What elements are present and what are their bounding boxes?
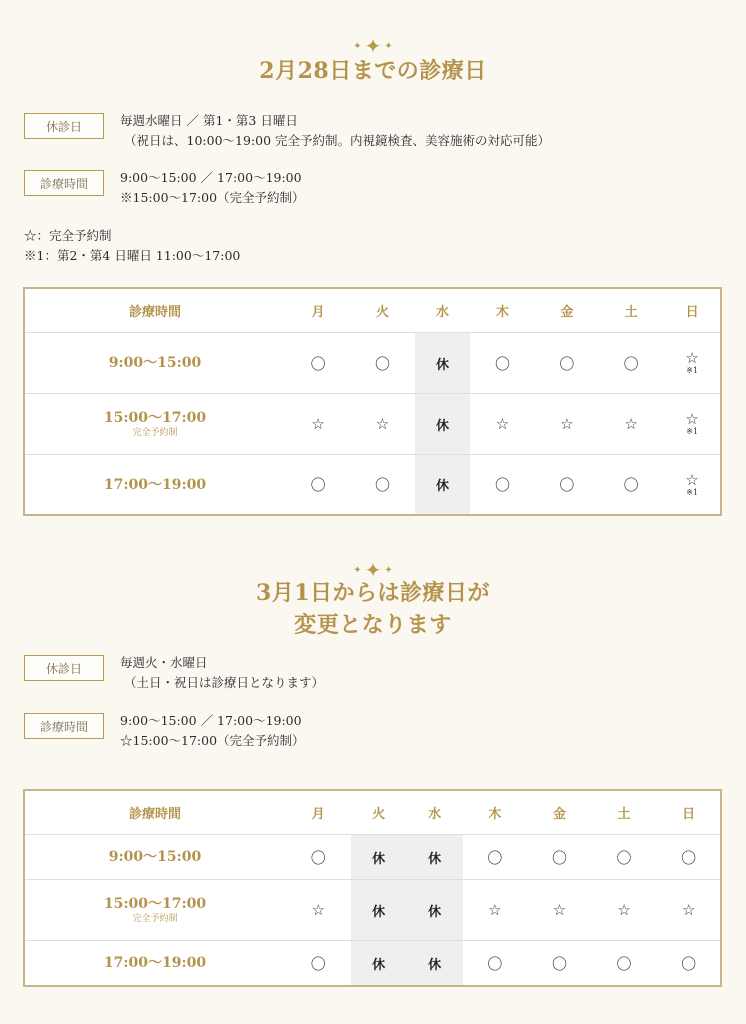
header-day: 木 xyxy=(463,790,528,835)
schedule-cell: 休 xyxy=(407,880,463,941)
closed-days-line: （祝日は、10:00〜19:00 完全予約制。内視鏡検査、美容施術の対応可能） xyxy=(124,133,551,148)
schedule-table xyxy=(24,790,721,986)
schedule-cell: 休 xyxy=(415,394,471,455)
sunday-note: ※1 xyxy=(686,487,699,497)
table-row xyxy=(24,455,721,515)
closed-days-line: 毎週火・水曜日 xyxy=(120,655,208,670)
table-row xyxy=(24,880,721,941)
table-row xyxy=(24,941,721,986)
header-day: 土 xyxy=(592,790,657,835)
row-time xyxy=(24,880,286,941)
schedule-cell: ☆ xyxy=(470,394,534,455)
header-day: 日 xyxy=(656,790,721,835)
row-time-label: 15:00〜17:00 xyxy=(103,896,207,912)
schedule-mark: ☆ xyxy=(685,410,699,428)
schedule-cell: 休 xyxy=(407,835,463,880)
table-row xyxy=(24,835,721,880)
schedule-cell: 〇 xyxy=(559,476,575,495)
header-day: 水 xyxy=(407,790,463,835)
schedule-cell: 休 xyxy=(415,333,471,394)
header-day: 木 xyxy=(470,288,534,333)
schedule-cell: ☆ xyxy=(350,394,414,455)
closed-days-line: 毎週水曜日 ／ 第1・第3 日曜日 xyxy=(120,113,298,128)
sunday-note: ※1 xyxy=(686,366,699,375)
sparkle-icon: ✦ ✦ ✦ xyxy=(353,558,393,582)
hours-text xyxy=(120,711,305,751)
schedule-cell: 〇 xyxy=(286,835,351,880)
schedule-cell: ☆ xyxy=(463,880,528,941)
schedule-mark: ☆ xyxy=(685,349,699,367)
hours-text xyxy=(120,168,305,208)
header-day: 火 xyxy=(351,790,407,835)
schedule-cell: 休 xyxy=(351,880,407,941)
table-header-row xyxy=(24,288,721,333)
section-title-line1: 3月1日からは診療日が xyxy=(255,580,491,606)
closed-days-label: 休診日 xyxy=(24,113,104,139)
schedule-cell: 休 xyxy=(415,455,471,515)
schedule-cell: 〇 xyxy=(470,333,534,394)
hours-line: 9:00〜15:00 ／ 17:00〜19:00 xyxy=(120,713,302,728)
schedule-table xyxy=(24,288,721,515)
table-header-row xyxy=(24,790,721,835)
row-time xyxy=(24,835,286,880)
schedule-cell: ☆ xyxy=(535,394,599,455)
hours-line: 9:00〜15:00 ／ 17:00〜19:00 xyxy=(120,170,302,185)
row-time-label: 9:00〜15:00 xyxy=(108,849,202,865)
schedule-cell: 〇 xyxy=(681,954,697,973)
header-day: 金 xyxy=(535,288,599,333)
header-day: 水 xyxy=(415,288,471,333)
schedule-cell: 〇 xyxy=(487,954,503,973)
schedule-cell: 〇 xyxy=(310,476,326,495)
table-row xyxy=(24,333,721,394)
row-time-sub: 完全予約制 xyxy=(132,428,178,438)
schedule-cell: 〇 xyxy=(535,333,599,394)
section-title: 2月28日までの診療日 xyxy=(259,58,487,84)
schedule-cell: ☆ xyxy=(527,880,592,941)
schedule-cell: 〇 xyxy=(527,835,592,880)
section-title-line2: 変更となります xyxy=(294,612,452,638)
hours-line: ☆15:00〜17:00（完全予約制） xyxy=(120,733,305,748)
schedule-cell: 〇 xyxy=(656,835,721,880)
schedule-cell: ☆ xyxy=(286,880,351,941)
header-day: 日 xyxy=(663,288,721,333)
row-time xyxy=(24,455,286,515)
schedule-cell: ☆ xyxy=(286,394,350,455)
schedule-cell: ☆ xyxy=(656,880,721,941)
row-time xyxy=(24,394,286,455)
schedule-cell: 〇 xyxy=(551,954,567,973)
row-time xyxy=(24,333,286,394)
schedule-cell xyxy=(663,394,721,455)
row-time-label: 9:00〜15:00 xyxy=(108,355,202,371)
closed-days-text xyxy=(120,653,324,693)
row-time xyxy=(24,941,286,986)
row-time-label: 17:00〜19:00 xyxy=(103,955,207,972)
schedule-mark: ☆ xyxy=(685,470,699,489)
schedule-cell xyxy=(663,333,721,394)
schedule-cell: ☆ xyxy=(599,394,663,455)
schedule-cell: 〇 xyxy=(310,954,326,973)
row-time-sub: 完全予約制 xyxy=(132,914,178,924)
sunday-note: ※1 xyxy=(686,427,699,436)
schedule-cell: 〇 xyxy=(592,835,657,880)
schedule-cell: 〇 xyxy=(616,954,632,973)
row-time-label: 17:00〜19:00 xyxy=(103,476,207,493)
header-day: 火 xyxy=(350,288,414,333)
hours-line: ※15:00〜17:00（完全予約制） xyxy=(120,190,305,205)
schedule-cell: 〇 xyxy=(350,333,414,394)
header-day: 月 xyxy=(286,790,351,835)
header-day: 土 xyxy=(599,288,663,333)
schedule-cell: 休 xyxy=(407,941,463,986)
note-sunday: ※1：第2・第4 日曜日 11:00〜17:00 xyxy=(24,248,241,263)
note-reservation: ☆：完全予約制 xyxy=(24,228,112,243)
table-row xyxy=(24,394,721,455)
hours-label: 診療時間 xyxy=(24,170,104,196)
schedule-cell: 〇 xyxy=(463,835,528,880)
closed-days-text xyxy=(120,111,550,151)
schedule-cell: ☆ xyxy=(592,880,657,941)
schedule-cell: 〇 xyxy=(599,333,663,394)
hours-label: 診療時間 xyxy=(24,713,104,739)
header-time: 診療時間 xyxy=(24,790,286,835)
schedule-cell: 休 xyxy=(351,941,407,986)
header-time: 診療時間 xyxy=(24,288,286,333)
schedule-cell: 〇 xyxy=(286,333,350,394)
row-time-label: 15:00〜17:00 xyxy=(103,410,207,426)
schedule-cell: 〇 xyxy=(623,476,639,495)
schedule-cell: 〇 xyxy=(374,476,390,495)
closed-days-line: （土日・祝日は診療日となります） xyxy=(124,675,325,690)
sparkle-icon: ✦ ✦ ✦ xyxy=(353,34,393,58)
schedule-cell xyxy=(663,455,721,515)
closed-days-label: 休診日 xyxy=(24,655,104,681)
schedule-cell: 〇 xyxy=(495,476,511,495)
header-day: 金 xyxy=(527,790,592,835)
schedule-cell: 休 xyxy=(351,835,407,880)
header-day: 月 xyxy=(286,288,350,333)
